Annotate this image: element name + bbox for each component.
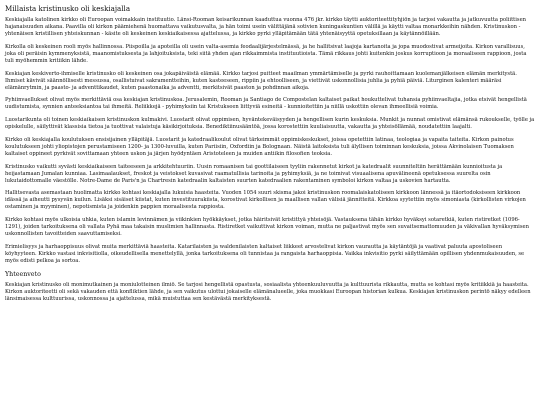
page-title: Millaista kristinusko oli keskiajalla	[5, 4, 131, 13]
paragraph-everyday-life: Keskiajan keskiverto-ihmiselle kristinusko oli keskeinen osa jokapäiväistä elämää. Kirkko tarjosi puitteet maailman ymmärtämiselle ja pyrki rauhoittamaan kuolemanjälkeisen elämän merkitystä. Ihmiset kävivät säännöllisesti messussa, osallistuivat sakramentteihin, kuten kasteeseen, rippiin ja ehtoolliseen, ja viettivät uskonnollisia juhlia ja pyhiä päiviä. Liturginen kalenteri määräsi elämänrytmin, ja paasto- ja adventtikaudet, kuten paastonaika ja adventti, merkitsivät paaston ja pohdinnan aikoja.	[5, 70, 517, 91]
paragraph-pilgrimages: Pyhiinvaellukset olivat myös merkittäviä osa keskiajan kristinuskoa. Jerusalemin, Rooman ja Santiago de Compostelan kaltaiset paikat houkuttelivat tuhansia pyhiinvaeltajia, jotka etsivät hengellistä uudistumista, synnien anteeksiantoa tai ihmeitä. Reliikkejä - pyhimyksiin tai Kristukseen liittyviä esineitä - kunnioitettiin ja niillä uskottiin olevan ihmeellisiä voimia.	[5, 97, 527, 111]
paragraph-summary: Keskiajan kristinusko oli monimutkainen ja moniulotteinen ilmiö. Se tarjosi hengellistä opastusta, sosiaalista yhteenkuuluvuutta ja kulttuurista rikkautta, mutta se kohtasi myös kritiikkiä ja haasteita. Kirkon auktoriteetti oli sekä vakauden että konfliktien lähde, ja sen vaikutus ulottui jokaiselle elämänalueelle, joka muokkasi Euroopan historian kulkua. Keskiajan kristinuskon perintö näkyy edelleen länsimaisessa kulttuurissa, uskonnossa ja ajattelussa, mikä muistuttaa sen kestävästä merkityksestä.	[5, 281, 531, 302]
paragraph-external-threats: Kirkko kohtasi myös ulkoisia uhkia, kuten islamin levinnämen ja viikinkien hyökkäykset, jotka häiritsivät kristittyä yhteisöjä. Vastauksena tähän kirkko hyväksyi sotaretkiä, kuten ristiretket (1096-1291), joiden tarkoituksena oli vallata Pyhä maa takaisin muslimien hallinnasta. Ristiretket vaikuttivat kirkon voiman, mutta ne paljastivat myös sen suvaitsemattomuuden ja väkivallan hyväksymisen uskonnollisten tavoitteiden saavuttamiseksi.	[5, 217, 529, 238]
paragraph-art-architecture: Kristinusko vaikutti syvästi keskiaikaiseen taiteeseen ja arkkitehtuuriin. Uusin romaanisen tai goottilaiseen tyyliin rakennetut kirkot ja katedraalit suunniteltiin herättämään kunnioitusta ja heijastamaan Jumalan kunniaa. Lasimaalaukset, freskot ja veistokset kuvasivat raamatullisia tarinoita ja pyhimyksiä, ja ne toimivat visuaalisena apuvälineenä opetuksessa suurelta osin lukutaidottomalle väestölle. Notre-Dame de Paris'n ja Chartresin katedraalin kaltaisten suurten katedraalien rakentaminen symboloi kirkon valtaa ja uskovien hartautta.	[5, 163, 503, 184]
paragraph-church-administration: Kirkolla oli keskeinen rooli myös hallinnossa. Piispoilla ja apoteilla oli usein valta-asemia feodaalijärjestelmässä, ja he hallitsivat laajoja kartanoita ja jopa muodostivat armeijoita. Kirkon varallisuus, joka oli peräisin kymmenyksistä, maanomistuksesta ja lahjoituksista, teki siitä yhden ajan rikkaimmista instituutioista. Tämä rikkaus johti kuitenkin joskus korruptioon ja moraaliseen rappioon, josta tuli myöhemmin kritiikin lähde.	[5, 43, 527, 64]
paragraph-education: Kirkko oli keskiajalla koulutuksen ensisijainen ylläpitäjä. Luostarit ja katedraalikoulut olivat tärkeimmät oppimiskeskukset, joissa opetettiin latinaa, teologiaa ja vapaita taiteita. Kirkon painotus koulutukseen johti yliopistojen perustamiseen 1200- ja 1300-luvuilla, kuten Pariisiin, Oxfordiin ja Bolognaan. Näistä laitoksista tuli älyllisen toiminnan keskuksia, joissa Akvinolaisen Tuomaksen kaltaiset oppineet pyrkivät sovittamaan yhteen uskon ja järjen hyödyntäen Aristoteleen ja muiden antiikin filosofien teoksia.	[5, 136, 514, 157]
paragraph-challenges: Hallitsevasta asemastaan huolimatta kirkko kohtasi keskiajalla lukuisia haasteita. Vuoden 1054 suuri skisma jakoi kristinuskon roomalaiskatoliseen kirkkoon lännessä ja itäortodoksiseen kirkkoon idässä ja aiheutti pysyvän kuilun. Lisäksi sisäiset kiistat, kuten investituurakiista, korostivat kirkollisen ja maallisen vallan välisiä jännitteitä. Kirkkoa syytettiin myös simoniasta (kirkollisten virkojen ostaminen ja myyminen), nepotismista ja joidenkin pappien moraalisesta rappiosta.	[5, 190, 526, 211]
paragraph-heresy: Erimielisyys ja harhaoppisuus olivat muita merkittäviä haasteita. Katarilaisten ja waldenilaisten kaltaiset liikkeet arvostelivat kirkon vaurautta ja käytäntöjä ja vaativat paluuta apostoliseen köyhyyteen. Kirkko vastasi inkvisitiolla, oikeudellisella menettelyllä, jonka tarkoituksena oli tunnistaa ja rangaista harhaoppisia. Vaikka inkvisitio pyrki säilyttämään opillisen yhdenmukaisuuden, se myös edisti pelkoa ja sortoa.	[5, 243, 525, 265]
paragraph-church-institution: Keskiajalla katolinen kirkko oli Euroopan voimakkain instituutio. Länsi-Rooman keisarikunnan kaaduttua vuonna 476 jkr. kirkko täytti auktoriteettityhjiön ja tarjosi vakautta ja jatkuvuutta poliittisen hajanaisuuden aikana. Paavilla oli kirkon päämiehenä huomattava vaikutusvalta, ja hän toimi usein välittäjänä sotivien kuningaskuntien välillä ja käytti valtaa monarkkeihin nähden. Kristinuskon - yhtenäisen kristillisen yhteiskunnan - käsite oli keskeinen keskiaikaisessa ajattelussa, ja kirkko pyrki ylläpitämään tätä yhtenäisyyttä opetuksillaan ja käytännöillään.	[5, 17, 526, 38]
section-title-summary: Yhteenveto	[5, 270, 41, 278]
paragraph-monasticism: Luostarikunta oli toinen keskiaikaisen kristinuskon kulmakivi. Luostarit olivat oppimisen, hyväntekeväisyyden ja hengellisen kurin keskuksia. Munkit ja nunnat omistivat elämänsä rukoukselle, työlle ja opiskelulle, säilyttivät klassisia tietoa ja tuottivat valaistuja käsikirjoituksia. Benediktiinusääntöä, jossa korostettiin kuuliaisuutta, vakautta ja yhteisöllämää, noudatettiin laajalti.	[5, 117, 535, 131]
